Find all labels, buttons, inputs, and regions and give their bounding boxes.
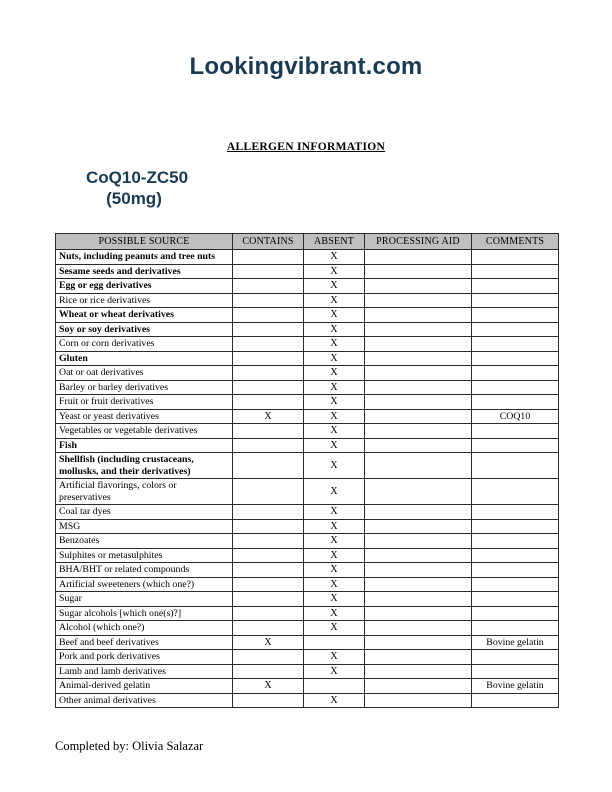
col-header-contains: CONTAINS: [233, 234, 304, 250]
table-row: [56, 563, 559, 578]
cell-source: Gluten: [56, 351, 233, 366]
cell-comments: [472, 264, 559, 279]
cell-processing-aid: [365, 279, 472, 294]
cell-contains: [233, 563, 304, 578]
product-name-line2: (50mg): [106, 189, 162, 208]
cell-processing-aid: [365, 250, 472, 265]
table-row: [56, 650, 559, 665]
cell-source: Barley or barley derivatives: [56, 380, 233, 395]
cell-absent: X: [304, 606, 365, 621]
cell-contains: X: [233, 679, 304, 694]
cell-comments: [472, 563, 559, 578]
cell-absent: X: [304, 424, 365, 439]
cell-processing-aid: [365, 505, 472, 520]
product-name: [86, 167, 189, 209]
cell-source: Artificial sweeteners (which one?): [56, 577, 233, 592]
cell-processing-aid: [365, 409, 472, 424]
cell-contains: X: [233, 409, 304, 424]
cell-processing-aid: [365, 453, 472, 479]
table-row: [56, 664, 559, 679]
cell-source: Other animal derivatives: [56, 693, 233, 708]
cell-absent: X: [304, 505, 365, 520]
cell-comments: [472, 534, 559, 549]
table-row: [56, 279, 559, 294]
table-row: [56, 264, 559, 279]
cell-absent: X: [304, 664, 365, 679]
table-row: [56, 534, 559, 549]
cell-source: Nuts, including peanuts and tree nuts: [56, 250, 233, 265]
cell-contains: [233, 395, 304, 410]
cell-source: Fish: [56, 438, 233, 453]
cell-processing-aid: [365, 366, 472, 381]
cell-absent: [304, 679, 365, 694]
cell-comments: [472, 519, 559, 534]
cell-source: Sugar alcohols [which one(s)?]: [56, 606, 233, 621]
cell-source: Coal tar dyes: [56, 505, 233, 520]
cell-processing-aid: [365, 519, 472, 534]
cell-comments: [472, 548, 559, 563]
cell-absent: X: [304, 279, 365, 294]
cell-absent: X: [304, 250, 365, 265]
cell-absent: [304, 635, 365, 650]
cell-source: BHA/BHT or related compounds: [56, 563, 233, 578]
cell-comments: [472, 250, 559, 265]
cell-absent: X: [304, 650, 365, 665]
cell-processing-aid: [365, 621, 472, 636]
cell-source: Beef and beef derivatives: [56, 635, 233, 650]
cell-source: Fruit or fruit derivatives: [56, 395, 233, 410]
cell-comments: [472, 380, 559, 395]
cell-comments: [472, 479, 559, 505]
cell-processing-aid: [365, 650, 472, 665]
table-row: [56, 380, 559, 395]
table-row: [56, 505, 559, 520]
table-row: [56, 679, 559, 694]
cell-source: Sugar: [56, 592, 233, 607]
cell-processing-aid: [365, 308, 472, 323]
cell-contains: [233, 322, 304, 337]
cell-contains: [233, 264, 304, 279]
cell-contains: [233, 438, 304, 453]
cell-source: Oat or oat derivatives: [56, 366, 233, 381]
cell-source: Shellfish (including crustaceans, mollusks, and their derivatives): [56, 453, 233, 479]
cell-contains: [233, 308, 304, 323]
cell-processing-aid: [365, 664, 472, 679]
cell-absent: X: [304, 322, 365, 337]
site-title: Lookingvibrant.com: [189, 53, 423, 80]
cell-absent: X: [304, 308, 365, 323]
table-row: [56, 635, 559, 650]
cell-contains: [233, 577, 304, 592]
table-row: [56, 621, 559, 636]
cell-comments: [472, 351, 559, 366]
cell-absent: X: [304, 337, 365, 352]
cell-contains: [233, 337, 304, 352]
table-row: [56, 453, 559, 479]
cell-source: Vegetables or vegetable derivatives: [56, 424, 233, 439]
cell-comments: [472, 366, 559, 381]
cell-comments: [472, 592, 559, 607]
cell-absent: X: [304, 366, 365, 381]
cell-processing-aid: [365, 424, 472, 439]
cell-contains: [233, 505, 304, 520]
cell-processing-aid: [365, 679, 472, 694]
cell-comments: [472, 293, 559, 308]
cell-comments: [472, 395, 559, 410]
cell-processing-aid: [365, 438, 472, 453]
table-row: [56, 395, 559, 410]
cell-source: Artificial flavorings, colors or preservatives: [56, 479, 233, 505]
cell-contains: [233, 453, 304, 479]
table-row: [56, 479, 559, 505]
cell-comments: [472, 453, 559, 479]
cell-comments: [472, 322, 559, 337]
cell-source: Alcohol (which one?): [56, 621, 233, 636]
cell-comments: [472, 650, 559, 665]
table-header-row: [56, 234, 559, 250]
cell-processing-aid: [365, 563, 472, 578]
cell-absent: X: [304, 380, 365, 395]
table-row: [56, 519, 559, 534]
completed-by: Completed by: Olivia Salazar: [55, 739, 204, 753]
table-row: [56, 606, 559, 621]
cell-processing-aid: [365, 264, 472, 279]
col-header-possible-source: POSSIBLE SOURCE: [56, 234, 233, 250]
table-row: [56, 250, 559, 265]
cell-contains: [233, 279, 304, 294]
cell-absent: X: [304, 293, 365, 308]
cell-comments: [472, 693, 559, 708]
cell-contains: [233, 250, 304, 265]
cell-contains: [233, 293, 304, 308]
cell-contains: [233, 592, 304, 607]
cell-comments: [472, 664, 559, 679]
table-row: [56, 351, 559, 366]
cell-source: Benzoates: [56, 534, 233, 549]
cell-contains: [233, 519, 304, 534]
cell-source: Wheat or wheat derivatives: [56, 308, 233, 323]
cell-processing-aid: [365, 351, 472, 366]
cell-contains: [233, 424, 304, 439]
cell-contains: [233, 479, 304, 505]
cell-source: Animal-derived gelatin: [56, 679, 233, 694]
cell-absent: X: [304, 693, 365, 708]
cell-processing-aid: [365, 635, 472, 650]
table-row: [56, 337, 559, 352]
cell-processing-aid: [365, 337, 472, 352]
table-row: [56, 322, 559, 337]
allergen-table-body: [56, 250, 559, 708]
cell-source: MSG: [56, 519, 233, 534]
cell-processing-aid: [365, 293, 472, 308]
table-row: [56, 409, 559, 424]
cell-comments: [472, 577, 559, 592]
table-row: [56, 693, 559, 708]
cell-contains: [233, 693, 304, 708]
cell-comments: [472, 337, 559, 352]
table-row: [56, 424, 559, 439]
cell-comments: [472, 606, 559, 621]
table-row: [56, 592, 559, 607]
cell-contains: [233, 664, 304, 679]
cell-absent: X: [304, 592, 365, 607]
cell-comments: [472, 438, 559, 453]
cell-contains: X: [233, 635, 304, 650]
cell-source: Sesame seeds and derivatives: [56, 264, 233, 279]
table-row: [56, 438, 559, 453]
cell-processing-aid: [365, 592, 472, 607]
cell-contains: [233, 351, 304, 366]
cell-processing-aid: [365, 395, 472, 410]
cell-source: Sulphites or metasulphites: [56, 548, 233, 563]
cell-comments: [472, 621, 559, 636]
cell-source: Yeast or yeast derivatives: [56, 409, 233, 424]
table-row: [56, 577, 559, 592]
table-row: [56, 293, 559, 308]
cell-absent: X: [304, 563, 365, 578]
cell-comments: Bovine gelatin: [472, 635, 559, 650]
cell-comments: Bovine gelatin: [472, 679, 559, 694]
cell-comments: [472, 308, 559, 323]
cell-contains: [233, 366, 304, 381]
cell-absent: X: [304, 577, 365, 592]
cell-processing-aid: [365, 534, 472, 549]
table-row: [56, 308, 559, 323]
cell-comments: [472, 424, 559, 439]
cell-comments: [472, 505, 559, 520]
cell-absent: X: [304, 409, 365, 424]
cell-processing-aid: [365, 322, 472, 337]
cell-source: Pork and pork derivatives: [56, 650, 233, 665]
cell-absent: X: [304, 621, 365, 636]
table-row: [56, 366, 559, 381]
product-name-line1: CoQ10-ZC50: [86, 168, 189, 187]
cell-source: Soy or soy derivatives: [56, 322, 233, 337]
cell-processing-aid: [365, 479, 472, 505]
cell-source: Lamb and lamb derivatives: [56, 664, 233, 679]
cell-processing-aid: [365, 577, 472, 592]
cell-contains: [233, 548, 304, 563]
cell-contains: [233, 606, 304, 621]
cell-contains: [233, 621, 304, 636]
cell-comments: COQ10: [472, 409, 559, 424]
col-header-processing-aid: PROCESSING AID: [365, 234, 472, 250]
cell-processing-aid: [365, 693, 472, 708]
cell-absent: X: [304, 264, 365, 279]
cell-absent: X: [304, 479, 365, 505]
cell-source: Rice or rice derivatives: [56, 293, 233, 308]
allergen-table: [55, 233, 559, 708]
cell-absent: X: [304, 548, 365, 563]
cell-absent: X: [304, 351, 365, 366]
cell-absent: X: [304, 438, 365, 453]
cell-comments: [472, 279, 559, 294]
col-header-absent: ABSENT: [304, 234, 365, 250]
cell-absent: X: [304, 534, 365, 549]
cell-contains: [233, 650, 304, 665]
cell-contains: [233, 534, 304, 549]
cell-absent: X: [304, 453, 365, 479]
cell-source: Corn or corn derivatives: [56, 337, 233, 352]
cell-contains: [233, 380, 304, 395]
cell-processing-aid: [365, 548, 472, 563]
table-row: [56, 548, 559, 563]
cell-absent: X: [304, 519, 365, 534]
cell-processing-aid: [365, 606, 472, 621]
cell-absent: X: [304, 395, 365, 410]
cell-source: Egg or egg derivatives: [56, 279, 233, 294]
section-title: ALLERGEN INFORMATION: [226, 141, 386, 153]
col-header-comments: COMMENTS: [472, 234, 559, 250]
cell-processing-aid: [365, 380, 472, 395]
